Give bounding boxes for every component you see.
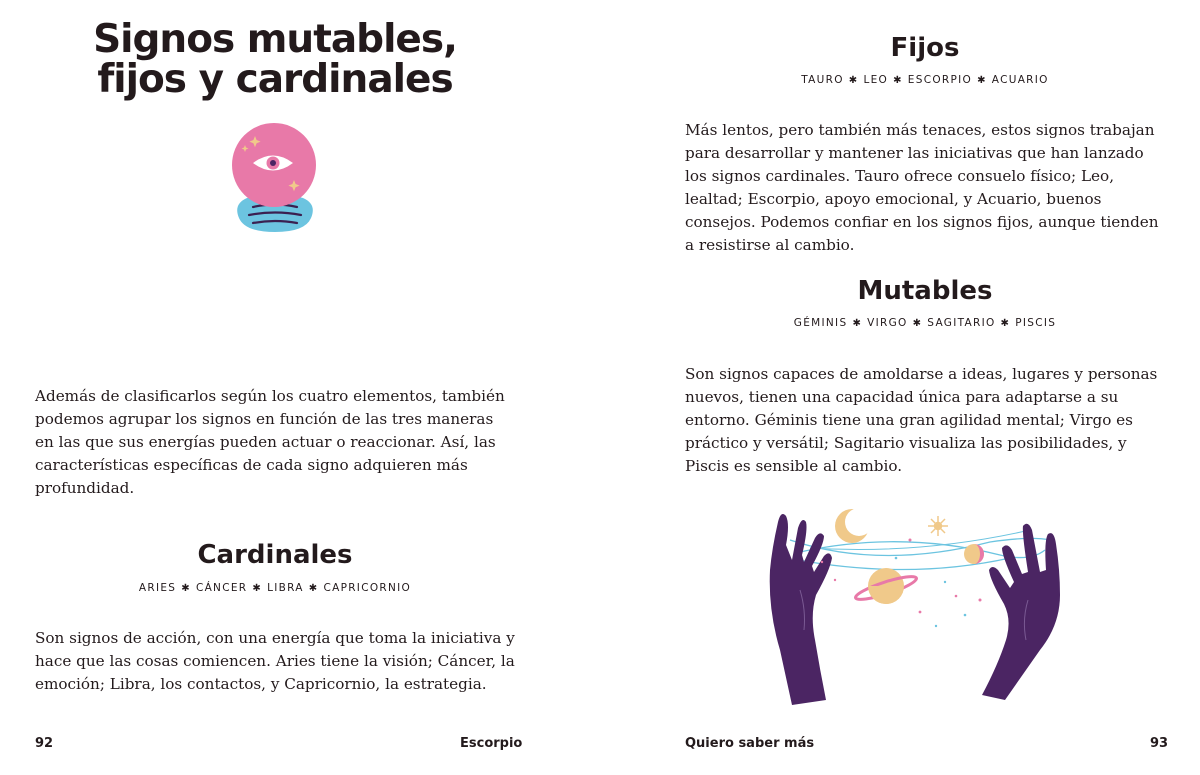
page-number-left: 92 — [35, 736, 54, 751]
sign-label: SAGITARIO — [927, 317, 996, 329]
ringed-planet-icon — [854, 568, 919, 604]
running-footer-right: Quiero saber más — [685, 736, 815, 751]
small-planet-icon — [964, 544, 984, 564]
left-hand — [770, 514, 832, 705]
cardinales-signs — [0, 581, 550, 596]
crystal-ball-illustration — [225, 122, 325, 237]
fijos-paragraph: Más lentos, pero también más tenaces, estos signos trabajan para desarrollar y mantener las iniciativas que han lanzado los signos cardinales. Tauro ofrece consuelo físico; Leo, lealtad; Escorpio, apoyo emocional, y Acuario, buenos consejos. Podemos confiar en los signos fijos, aunque tienden a resistirse al cambio. — [685, 121, 1159, 254]
sign-label: ARIES — [138, 582, 177, 594]
sign-label: GÉMINIS — [793, 317, 848, 329]
separator-star-icon: ✱ — [893, 75, 903, 86]
sign-label: ESCORPIO — [907, 74, 973, 86]
moon-icon — [835, 508, 873, 543]
separator-star-icon: ✱ — [181, 583, 191, 594]
page-title-line-2: fijos y cardinales — [97, 57, 453, 102]
page-title-line-1: Signos mutables, — [93, 17, 457, 62]
cardinales-paragraph: Son signos de acción, con una energía que toma la iniciativa y hace que las cosas comiencen. Aries tiene la visión; Cáncer, la emoción; Libra, los contactos, y Capricornio, la estrategia. — [35, 629, 515, 693]
hands-planets-illustration — [760, 500, 1090, 715]
separator-star-icon: ✱ — [252, 583, 263, 594]
cardinales-heading: Cardinales — [197, 540, 353, 570]
sign-label: PISCIS — [1015, 317, 1057, 329]
separator-star-icon: ✱ — [912, 318, 923, 329]
right-page — [600, 0, 1200, 775]
sun-icon — [928, 516, 948, 536]
sign-label: ACUARIO — [991, 74, 1049, 86]
separator-star-icon: ✱ — [852, 318, 863, 329]
fijos-signs — [650, 73, 1200, 88]
sign-label: CAPRICORNIO — [323, 582, 412, 594]
separator-star-icon: ✱ — [848, 75, 859, 86]
separator-star-icon: ✱ — [1000, 318, 1011, 329]
sign-label: LEO — [863, 74, 889, 86]
sign-label: VIRGO — [867, 317, 908, 329]
separator-star-icon: ✱ — [977, 75, 987, 86]
intro-paragraph: Además de clasificarlos según los cuatro elementos, también podemos agrupar los signos en función de las tres maneras en las que sus energías pueden actuar o reaccionar. Así, las características específicas de cada signo adquieren más profundidad. — [35, 387, 505, 497]
running-footer-left: Escorpio — [460, 736, 523, 751]
page-number-right: 93 — [1150, 736, 1169, 751]
sign-label: LIBRA — [267, 582, 304, 594]
sign-label: CÁNCER — [195, 582, 248, 594]
mutables-heading: Mutables — [857, 276, 993, 306]
page-title — [0, 17, 550, 102]
fijos-heading: Fijos — [890, 33, 960, 63]
sign-label: TAURO — [801, 74, 844, 86]
right-hand — [982, 524, 1060, 700]
mutables-signs — [650, 316, 1200, 331]
separator-star-icon: ✱ — [308, 583, 319, 594]
mutables-paragraph: Son signos capaces de amoldarse a ideas, lugares y personas nuevos, tienen una capacidad única para adaptarse a su entorno. Géminis tiene una gran agilidad mental; Virgo es práctico y versátil; Sagitario visualiza las posibilidades, y Piscis es sensible al cambio. — [685, 365, 1158, 475]
